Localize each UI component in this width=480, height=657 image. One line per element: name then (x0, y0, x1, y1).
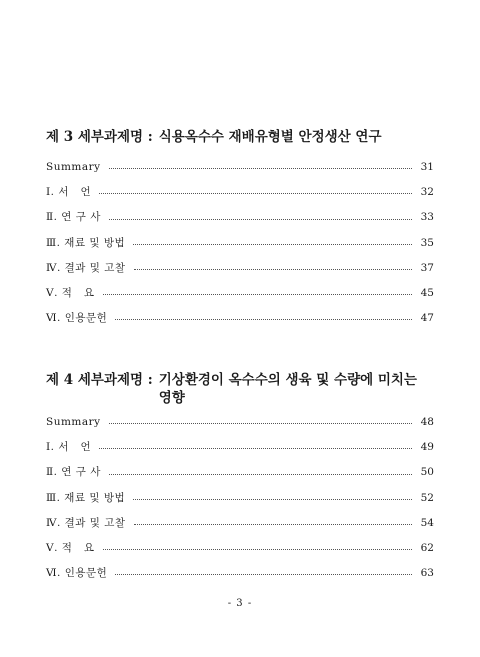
toc-entry-page: 54 (420, 516, 434, 529)
toc-entry-label: Ⅳ. 결과 및 고찰 (46, 516, 126, 529)
section-heading-prefix: 제 3 세부과제명 : (46, 129, 153, 145)
dot-leader (103, 294, 412, 295)
dot-leader (133, 244, 412, 245)
toc-entry-label: Summary (46, 161, 101, 173)
toc-entry-page: 32 (420, 186, 434, 199)
toc-entry-label: Ⅲ. 재료 및 방법 (46, 491, 126, 504)
toc-list (46, 155, 434, 331)
dot-leader (109, 168, 412, 169)
toc-entry-label: Ⅱ. 연 구 사 (46, 211, 101, 224)
toc-entry-label: Ⅵ. 인용문헌 (46, 312, 108, 325)
toc-entry-references[interactable] (46, 306, 434, 331)
toc-entry-page: 47 (420, 312, 434, 325)
toc-entry-label: Ⅲ. 재료 및 방법 (46, 236, 126, 249)
section-heading-title: 식용옥수수 재배유형별 안정생산 연구 (158, 129, 382, 145)
dot-leader (134, 524, 412, 525)
toc-entry-summary[interactable] (46, 155, 434, 180)
toc-section-3 (46, 128, 434, 331)
toc-entry-label: Ⅴ. 적 요 (46, 541, 95, 554)
toc-entry-page: 49 (420, 441, 434, 454)
toc-entry-label: Ⅰ. 서 언 (46, 441, 92, 454)
toc-entry-abstract[interactable] (46, 281, 434, 306)
toc-entry-literature-review[interactable] (46, 460, 434, 485)
toc-entry-results-discussion[interactable] (46, 256, 434, 281)
toc-entry-label: Ⅱ. 연 구 사 (46, 466, 101, 479)
section-heading-title: 기상환경이 옥수수의 생육 및 수량에 미치는 영향 (158, 372, 417, 406)
toc-entry-page: 50 (420, 466, 434, 479)
toc-entry-page: 48 (420, 416, 434, 428)
dot-leader (109, 474, 412, 475)
section-heading (46, 128, 434, 146)
toc-entry-page: 37 (420, 261, 434, 274)
dot-leader (109, 423, 412, 424)
toc-entry-materials-methods[interactable] (46, 231, 434, 256)
toc-entry-label: Summary (46, 416, 101, 428)
dot-leader (99, 193, 412, 194)
toc-entry-label: Ⅰ. 서 언 (46, 186, 92, 199)
dot-leader (115, 319, 412, 320)
dot-leader (133, 499, 412, 500)
page-number: - 3 - (227, 598, 253, 609)
section-heading-prefix: 제 4 세부과제명 : (46, 372, 153, 388)
toc-section-4 (46, 371, 434, 586)
toc-entry-page: 35 (420, 236, 434, 249)
section-heading (46, 371, 434, 407)
toc-entry-page: 63 (420, 567, 434, 580)
toc-entry-results-discussion[interactable] (46, 511, 434, 536)
toc-list (46, 410, 434, 586)
dot-leader (99, 448, 412, 449)
toc-entry-introduction[interactable] (46, 180, 434, 205)
dot-leader (115, 574, 412, 575)
toc-entry-introduction[interactable] (46, 435, 434, 460)
toc-entry-page: 33 (420, 211, 434, 224)
toc-entry-label: Ⅳ. 결과 및 고찰 (46, 261, 126, 274)
toc-entry-summary[interactable] (46, 410, 434, 435)
toc-entry-materials-methods[interactable] (46, 486, 434, 511)
dot-leader (109, 219, 412, 220)
toc-entry-label: Ⅵ. 인용문헌 (46, 567, 108, 580)
toc-entry-label: Ⅴ. 적 요 (46, 286, 95, 299)
toc-entry-page: 31 (420, 161, 434, 173)
toc-entry-literature-review[interactable] (46, 205, 434, 230)
toc-entry-references[interactable] (46, 561, 434, 586)
toc-entry-page: 45 (420, 286, 434, 299)
dot-leader (103, 549, 412, 550)
dot-leader (134, 269, 412, 270)
toc-entry-page: 52 (420, 491, 434, 504)
toc-entry-abstract[interactable] (46, 536, 434, 561)
toc-entry-page: 62 (420, 541, 434, 554)
